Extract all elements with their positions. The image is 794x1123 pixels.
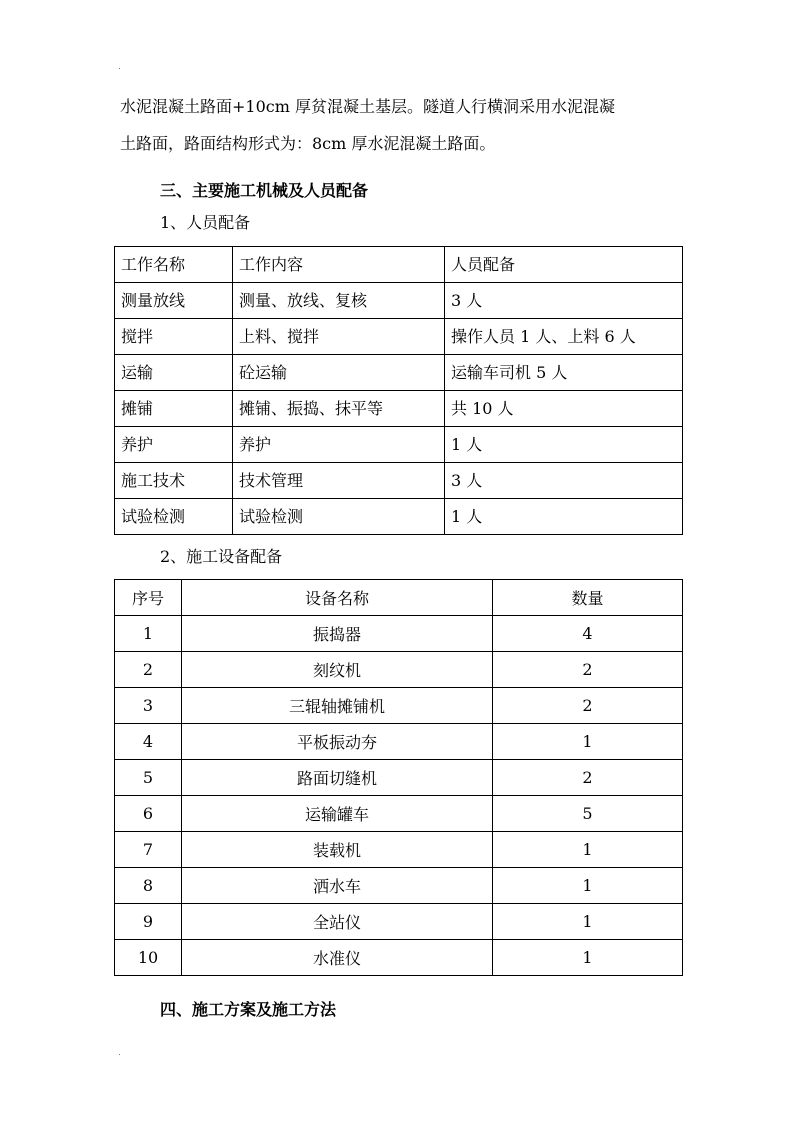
table-row bbox=[115, 688, 683, 724]
table-row bbox=[115, 391, 683, 427]
table-cell: 运输罐车 bbox=[182, 796, 493, 832]
table-cell: 3 人 bbox=[445, 283, 683, 319]
table-cell: 5 bbox=[115, 760, 182, 796]
table-cell: 振捣器 bbox=[182, 616, 493, 652]
table-row bbox=[115, 319, 683, 355]
table-cell: 施工技术 bbox=[115, 463, 233, 499]
table-cell: 技术管理 bbox=[233, 463, 445, 499]
table-header-cell: 序号 bbox=[115, 580, 182, 616]
table-cell: 上料、搅拌 bbox=[233, 319, 445, 355]
table-cell: 3 人 bbox=[445, 463, 683, 499]
table-cell: 试验检测 bbox=[115, 499, 233, 535]
table-cell: 搅拌 bbox=[115, 319, 233, 355]
table-cell: 装载机 bbox=[182, 832, 493, 868]
table-row bbox=[115, 652, 683, 688]
table-cell: 2 bbox=[493, 652, 683, 688]
table-cell: 3 bbox=[115, 688, 182, 724]
table-cell: 全站仪 bbox=[182, 904, 493, 940]
personnel-table bbox=[114, 246, 683, 535]
table-header-cell: 数量 bbox=[493, 580, 683, 616]
table-row bbox=[115, 463, 683, 499]
table-row bbox=[115, 427, 683, 463]
table-cell: 操作人员 1 人、上料 6 人 bbox=[445, 319, 683, 355]
table-cell: 共 10 人 bbox=[445, 391, 683, 427]
table-cell: 测量放线 bbox=[115, 283, 233, 319]
table-cell: 8 bbox=[115, 868, 182, 904]
table-row bbox=[115, 760, 683, 796]
table-cell: 试验检测 bbox=[233, 499, 445, 535]
table-cell: 1 bbox=[493, 724, 683, 760]
table-row bbox=[115, 940, 683, 976]
table-cell: 4 bbox=[115, 724, 182, 760]
subsection-1-title: 1、人员配备 bbox=[160, 213, 251, 232]
table-cell: 9 bbox=[115, 904, 182, 940]
table-header-cell: 设备名称 bbox=[182, 580, 493, 616]
corner-mark-bottom bbox=[119, 1054, 122, 1057]
table-row bbox=[115, 355, 683, 391]
table-cell: 洒水车 bbox=[182, 868, 493, 904]
table-header-cell: 工作内容 bbox=[233, 247, 445, 283]
table-cell: 1 人 bbox=[445, 427, 683, 463]
table-header-cell: 工作名称 bbox=[115, 247, 233, 283]
table-row bbox=[115, 904, 683, 940]
corner-mark-top bbox=[119, 68, 122, 71]
table-cell: 养护 bbox=[233, 427, 445, 463]
table-cell: 2 bbox=[493, 760, 683, 796]
table-cell: 运输车司机 5 人 bbox=[445, 355, 683, 391]
table-cell: 1 bbox=[115, 616, 182, 652]
table-row bbox=[115, 832, 683, 868]
table-cell: 1 bbox=[493, 904, 683, 940]
table-cell: 测量、放线、复核 bbox=[233, 283, 445, 319]
table-cell: 摊铺、振捣、抹平等 bbox=[233, 391, 445, 427]
equipment-table bbox=[114, 579, 683, 976]
table-cell: 5 bbox=[493, 796, 683, 832]
table-row bbox=[115, 283, 683, 319]
table-cell: 路面切缝机 bbox=[182, 760, 493, 796]
table-cell: 1 人 bbox=[445, 499, 683, 535]
table-cell: 2 bbox=[493, 688, 683, 724]
table-header-cell: 人员配备 bbox=[445, 247, 683, 283]
table-cell: 养护 bbox=[115, 427, 233, 463]
table-cell: 刻纹机 bbox=[182, 652, 493, 688]
subsection-2-title: 2、施工设备配备 bbox=[160, 547, 283, 566]
table-cell: 7 bbox=[115, 832, 182, 868]
section-4-title: 四、施工方案及施工方法 bbox=[160, 1000, 337, 1019]
table-cell: 砼运输 bbox=[233, 355, 445, 391]
table-cell: 1 bbox=[493, 832, 683, 868]
table-row bbox=[115, 796, 683, 832]
table-cell: 1 bbox=[493, 940, 683, 976]
table-cell: 6 bbox=[115, 796, 182, 832]
table-row bbox=[115, 868, 683, 904]
table-cell: 运输 bbox=[115, 355, 233, 391]
intro-line-1: 水泥混凝土路面+10cm 厚贫混凝土基层。隧道人行横洞采用水泥混凝 bbox=[120, 97, 615, 116]
table-cell: 摊铺 bbox=[115, 391, 233, 427]
table-cell: 1 bbox=[493, 868, 683, 904]
table-cell: 2 bbox=[115, 652, 182, 688]
table-header-row bbox=[115, 247, 683, 283]
section-3-title: 三、主要施工机械及人员配备 bbox=[160, 181, 369, 200]
table-cell: 平板振动夯 bbox=[182, 724, 493, 760]
table-row bbox=[115, 616, 683, 652]
intro-line-2: 土路面，路面结构形式为：8cm 厚水泥混凝土路面。 bbox=[120, 134, 496, 153]
table-header-row bbox=[115, 580, 683, 616]
table-cell: 10 bbox=[115, 940, 182, 976]
table-cell: 4 bbox=[493, 616, 683, 652]
table-row bbox=[115, 499, 683, 535]
table-cell: 三辊轴摊铺机 bbox=[182, 688, 493, 724]
table-row bbox=[115, 724, 683, 760]
table-cell: 水准仪 bbox=[182, 940, 493, 976]
